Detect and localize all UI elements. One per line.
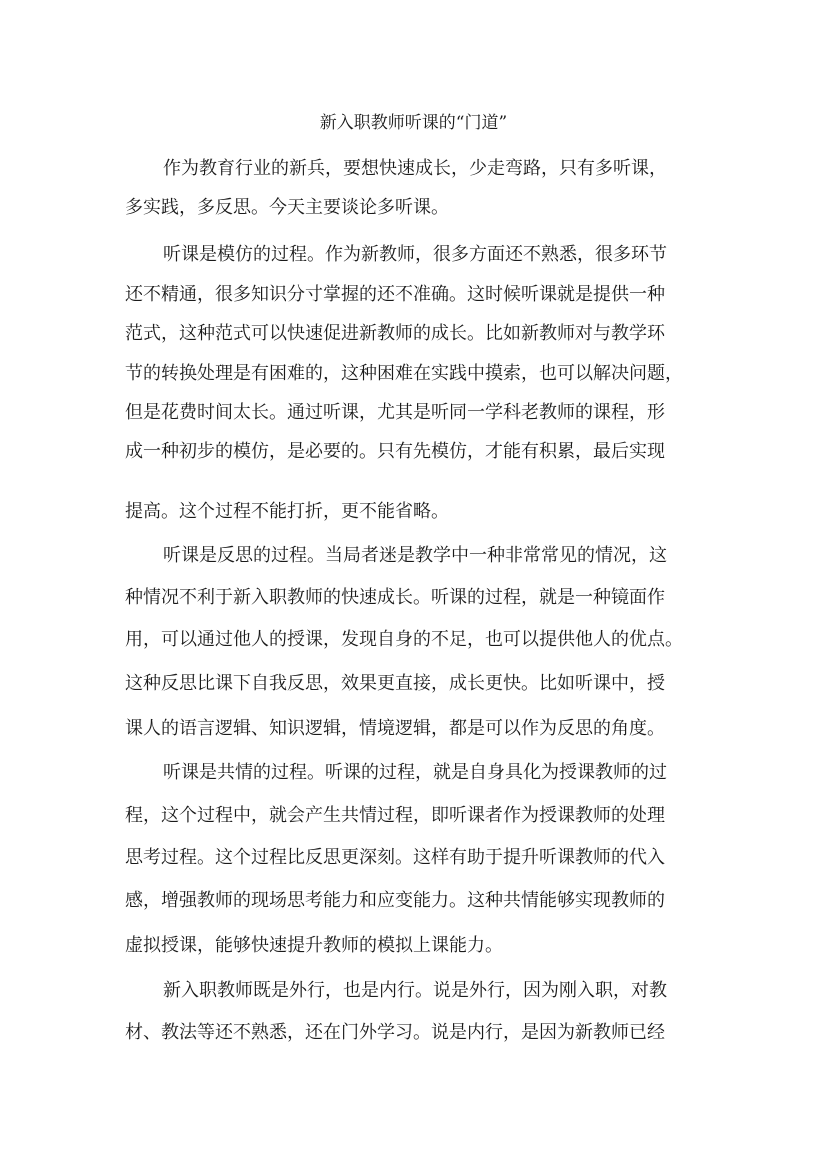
body-line: 种情况不利于新入职教师的快速成长。听课的过程，就是一种镜面作 xyxy=(125,587,665,608)
body-line: 这种反思比课下自我反思，效果更直接，成长更快。比如听课中，授 xyxy=(125,673,665,694)
body-line: 多实践，多反思。今天主要谈论多听课。 xyxy=(125,197,449,218)
body-line: 感，增强教师的现场思考能力和应变能力。这种共情能够实现教师的 xyxy=(125,890,665,911)
body-line: 程，这个过程中，就会产生共情过程，即听课者作为授课教师的处理 xyxy=(125,805,665,826)
body-line: 提高。这个过程不能打折，更不能省略。 xyxy=(125,501,449,522)
body-line: 听课是模仿的过程。作为新教师，很多方面还不熟悉，很多环节 xyxy=(163,244,667,265)
body-line: 作为教育行业的新兵，要想快速成长，少走弯路，只有多听课， xyxy=(163,158,667,179)
body-line: 成一种初步的模仿，是必要的。只有先模仿，才能有积累，最后实现 xyxy=(125,441,665,462)
body-line: 课人的语言逻辑、知识逻辑，情境逻辑，都是可以作为反思的角度。 xyxy=(125,718,665,739)
body-line: 思考过程。这个过程比反思更深刻。这样有助于提升听课教师的代入 xyxy=(125,847,665,868)
body-line: 材、教法等还不熟悉，还在门外学习。说是内行，是因为新教师已经 xyxy=(125,1022,665,1043)
body-line: 节的转换处理是有困难的，这种困难在实践中摸索，也可以解决问题， xyxy=(125,363,683,384)
document-title: 新入职教师听课的“门道” xyxy=(319,113,508,133)
body-line: 但是花费时间太长。通过听课，尤其是听同一学科老教师的课程，形 xyxy=(125,402,665,423)
body-line: 虚拟授课，能够快速提升教师的模拟上课能力。 xyxy=(125,935,503,956)
body-line: 听课是共情的过程。听课的过程，就是自身具化为授课教师的过 xyxy=(163,762,667,783)
body-line: 还不精通，很多知识分寸掌握的还不准确。这时候听课就是提供一种 xyxy=(125,284,665,305)
body-line: 听课是反思的过程。当局者迷是教学中一种非常常见的情况，这 xyxy=(163,545,667,566)
body-line: 范式，这种范式可以快速促进新教师的成长。比如新教师对与教学环 xyxy=(125,323,665,344)
body-line: 用，可以通过他人的授课，发现自身的不足，也可以提供他人的优点。 xyxy=(125,629,683,650)
body-line: 新入职教师既是外行，也是内行。说是外行，因为刚入职，对教 xyxy=(163,980,667,1001)
